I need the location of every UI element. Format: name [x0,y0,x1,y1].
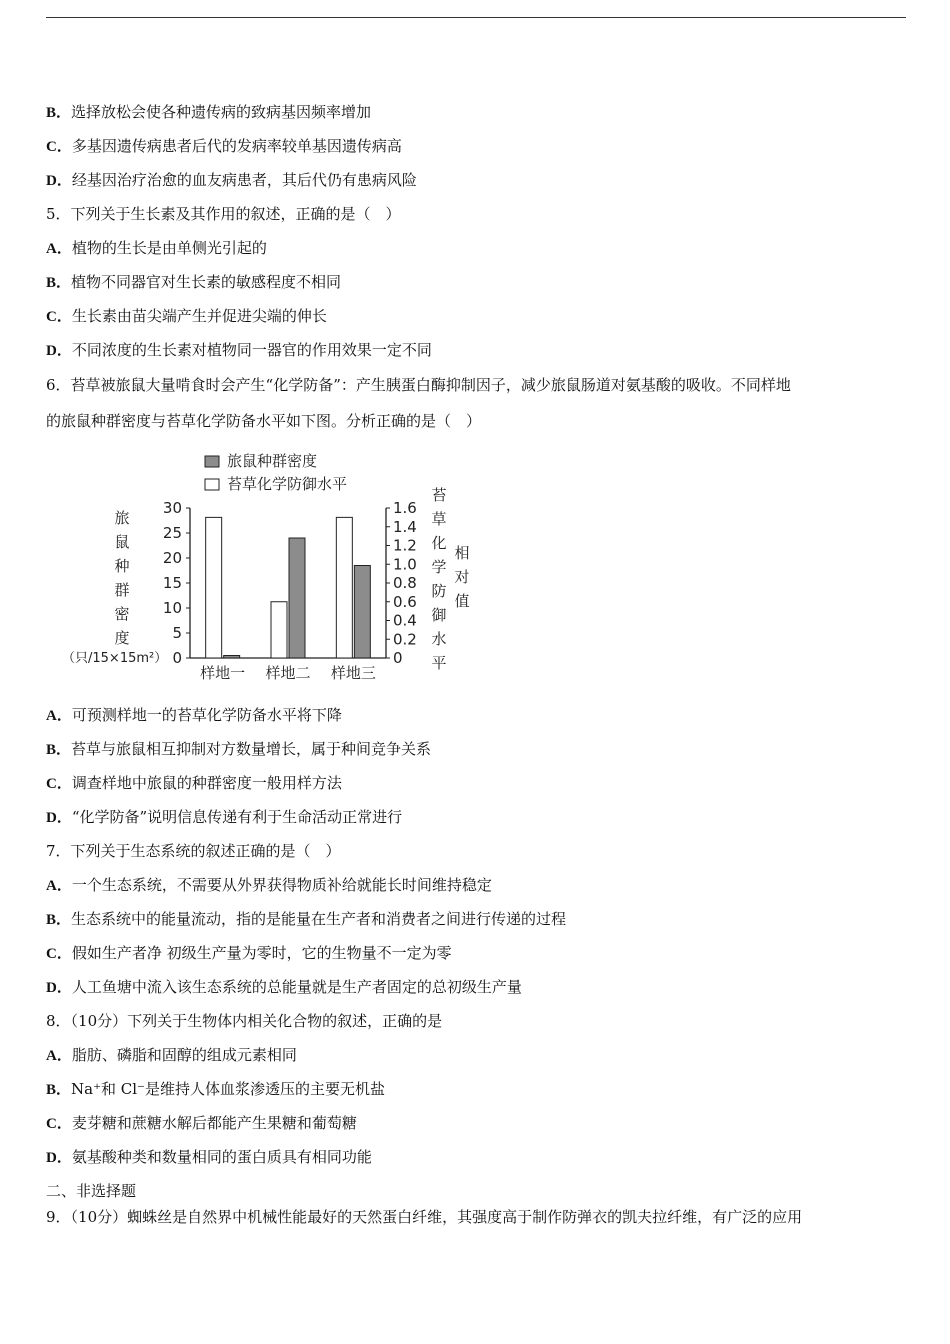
question-7 [46,841,341,861]
left-tick-label: 30 [162,499,182,517]
axis-char: 平 [431,654,447,672]
left-tick-label: 0 [172,649,182,667]
option-text: 调查样地中旅鼠的种群密度一般用样方法 [71,774,342,792]
right-ticks [386,499,417,667]
legend-label-defense: 苔草化学防御水平 [227,475,348,493]
option-label: D． [46,173,72,189]
option-text: 植物的生长是由单侧光引起的 [71,239,267,257]
axis-char: 对 [454,568,470,586]
axis-char: 防 [431,582,447,600]
left-tick-label: 15 [162,574,182,592]
option-label: B． [46,275,72,291]
axis-char: 化 [431,534,447,552]
question-9 [46,1207,802,1227]
legend-swatch-density [205,456,219,467]
question-text: 的旅鼠种群密度与苔草化学防备水平如下图。分析正确的是（ ） [46,412,482,430]
legend-swatch-defense [205,479,219,490]
option-label: B． [46,1082,72,1098]
question-text: 9．（10分）蜘蛛丝是自然界中机械性能最好的天然蛋白纤维，其强度高于制作防弹衣的凯夫拉纤维，有广泛的应用 [46,1208,803,1226]
option-text: 假如生产者净 初级生产量为零时，它的生物量不一定为零 [71,944,452,962]
bars [206,517,371,658]
option-a [46,1045,297,1066]
right-tick-label: 1.2 [393,536,417,555]
question-text: 6．苔草被旅鼠大量啃食时会产生“化学防备”：产生胰蛋白酶抑制因子，减少旅鼠肠道对氨基酸的吸收。不同样地 [46,376,791,394]
option-text: 经基因治疗治愈的血友病患者，其后代仍有患病风险 [71,171,417,189]
right-tick-label: 1.0 [393,555,417,574]
axis-char: 值 [454,592,470,610]
option-c [46,943,452,964]
bar-defense [271,602,287,658]
section-heading [46,1181,136,1201]
option-d [46,807,402,828]
option-d [46,170,417,191]
option-label: C． [46,776,72,792]
option-label: B． [46,105,72,121]
option-text: 选择放松会使各种遗传病的致病基因频率增加 [71,103,372,121]
option-text: 生长素由苗尖端产生并促进尖端的伸长 [71,307,327,325]
right-tick-label: 0.4 [393,611,417,630]
option-c [46,773,342,794]
option-label: A． [46,1048,72,1064]
option-c [46,1113,357,1134]
option-a [46,705,342,726]
left-tick-label: 5 [172,624,182,642]
option-a [46,875,492,896]
option-b [46,909,566,930]
question-6 [46,375,791,395]
option-label: D． [46,343,72,359]
axis-char: 相 [454,544,470,562]
question-6-cont [46,411,481,431]
question-text: 5．下列关于生长素及其作用的叙述，正确的是（ ） [46,205,401,223]
right-tick-label: 0.6 [393,592,417,611]
left-tick-label: 10 [162,599,182,617]
option-text: 一个生态系统，不需要从外界获得物质补给就能长时间维持稳定 [71,876,492,894]
option-d [46,977,522,998]
option-text: 苔草与旅鼠相互抑制对方数量增长，属于种间竞争关系 [71,740,432,758]
axis-char: 苔 [431,486,447,504]
section-text: 二、非选择题 [46,1182,137,1200]
bar-chart [60,448,500,692]
axis-char: 旅 [114,509,130,527]
left-tick-label: 25 [162,524,182,542]
axis-char: 御 [431,606,447,624]
option-c [46,136,402,157]
option-c [46,306,327,327]
option-text: 不同浓度的生长素对植物同一器官的作用效果一定不同 [71,341,432,359]
bar-defense [206,517,222,658]
left-ticks [163,499,190,667]
question-8 [46,1011,442,1031]
axis-char: 种 [114,557,130,575]
category-labels [200,664,376,682]
axis-char: 密 [114,605,130,623]
option-text: 多基因遗传病患者后代的发病率较单基因遗传病高 [71,137,402,155]
right-tick-label: 1.6 [393,499,417,517]
option-label: D． [46,980,72,996]
option-label: B． [46,912,72,928]
question-5 [46,204,401,224]
option-label: D． [46,810,72,826]
option-a [46,238,267,259]
option-label: C． [46,1116,72,1132]
axis-char: 水 [431,630,447,648]
option-text: Na⁺和 Cl⁻是维持人体血浆渗透压的主要无机盐 [71,1080,385,1098]
right-tick-label: 1.4 [393,517,417,536]
option-text: 氨基酸种类和数量相同的蛋白质具有相同功能 [71,1148,372,1166]
axis-char: 群 [114,581,130,599]
bar-density [354,566,370,659]
option-label: A． [46,708,72,724]
left-axis-unit: （只/15×15m²） [62,651,168,666]
option-label: C． [46,139,72,155]
option-text: 生态系统中的能量流动，指的是能量在生产者和消费者之间进行传递的过程 [71,910,567,928]
category-label: 样地一 [200,664,246,682]
option-b [46,102,371,123]
category-label: 样地三 [330,664,376,682]
option-text: 可预测样地一的苔草化学防备水平将下降 [71,706,342,724]
axis-char: 度 [114,629,130,647]
option-d [46,340,432,361]
option-label: A． [46,241,72,257]
legend-label-density: 旅鼠种群密度 [227,452,318,470]
right-axis-label [431,486,469,672]
category-label: 样地二 [265,664,311,682]
axis-char: 鼠 [114,533,130,551]
right-tick-label: 0.2 [393,630,417,649]
left-tick-label: 20 [162,549,182,567]
axis-char: 草 [431,510,447,528]
option-d [46,1147,372,1168]
question-text: 7．下列关于生态系统的叙述正确的是（ ） [46,842,341,860]
question-text: 8．（10分）下列关于生物体内相关化合物的叙述，正确的是 [46,1012,443,1030]
option-text: “化学防备”说明信息传递有利于生命活动正常进行 [71,808,403,826]
bar-density [224,656,240,659]
right-tick-label: 0 [393,649,403,667]
option-text: 植物不同器官对生长素的敏感程度不相同 [71,273,342,291]
option-text: 脂肪、磷脂和固醇的组成元素相同 [71,1046,297,1064]
option-b [46,739,431,760]
left-axis-label [114,509,129,647]
option-label: C． [46,309,72,325]
option-b [46,272,341,293]
option-label: D． [46,1150,72,1166]
option-label: C． [46,946,72,962]
bar-defense [336,517,352,658]
header-rule [46,17,906,18]
option-label: A． [46,878,72,894]
axis-char: 学 [431,558,447,576]
option-text: 麦芽糖和蔗糖水解后都能产生果糖和葡萄糖 [71,1114,357,1132]
right-tick-label: 0.8 [393,574,417,592]
option-b [46,1079,385,1100]
option-text: 人工鱼塘中流入该生态系统的总能量就是生产者固定的总初级生产量 [71,978,522,996]
bar-density [289,538,305,658]
option-label: B． [46,742,72,758]
